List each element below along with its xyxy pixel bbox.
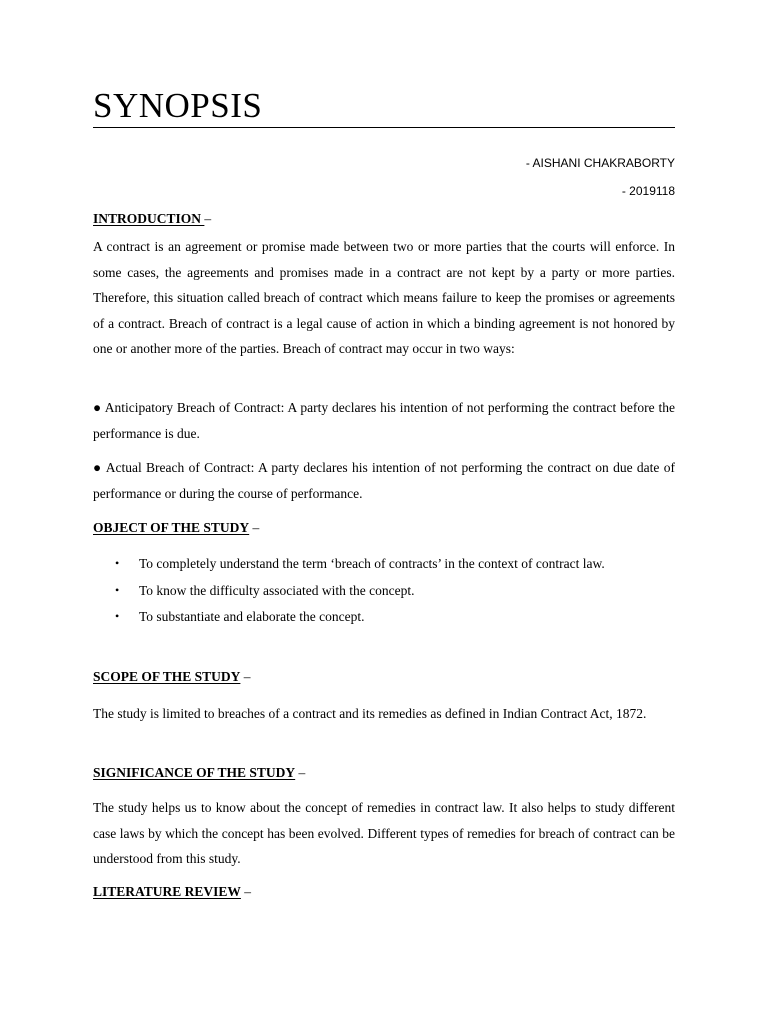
scope-paragraph: The study is limited to breaches of a contract and its remedies as defined in Indian Contract Act, 1872. bbox=[93, 706, 647, 721]
significance-heading-dash: – bbox=[295, 765, 306, 780]
significance-heading-label: SIGNIFICANCE OF THE STUDY bbox=[93, 765, 296, 780]
object-bullet-text: To know the difficulty associated with the concept. bbox=[139, 582, 415, 598]
object-bullet-item bbox=[93, 578, 675, 604]
significance-paragraph: The study helps us to know about the concept of remedies in contract law. It also helps to study different case laws by which the concept has been evolved. Different types of remedies for breach of contract can be understood from this study. bbox=[93, 800, 675, 866]
object-heading-label: OBJECT OF THE STUDY bbox=[93, 520, 250, 535]
introduction-heading-label: INTRODUCTION bbox=[93, 211, 205, 226]
object-bullet-list bbox=[93, 551, 675, 631]
bullet-marker: • bbox=[115, 556, 120, 570]
literature-review-heading bbox=[93, 883, 251, 901]
student-id-line: - 2019118 bbox=[621, 184, 675, 198]
introduction-paragraph: A contract is an agreement or promise made between two or more parties that the courts will enforce. In some cases, the agreements and promises made in a contract are not kept by a party or more parties. Therefore, this situation called breach of contract which means failure to keep the promises or agreements of a contract. Breach of contract is a legal cause of action in which a binding agreement is not honored by one or another more of the parties. Breach of contract may occur in two ways: bbox=[93, 239, 675, 356]
bullet-marker: • bbox=[115, 609, 120, 623]
object-heading-dash: – bbox=[249, 520, 260, 535]
object-bullet-text: To substantiate and elaborate the concept. bbox=[139, 609, 365, 624]
author-line: - AISHANI CHAKRABORTY bbox=[525, 156, 675, 170]
literature-heading-dash: – bbox=[240, 884, 252, 899]
scope-heading-label: SCOPE OF THE STUDY bbox=[93, 669, 241, 684]
introduction-heading bbox=[93, 210, 211, 228]
significance-of-study-heading bbox=[93, 764, 305, 782]
literature-heading-label: LITERATURE REVIEW bbox=[93, 884, 241, 899]
object-bullet-item bbox=[93, 604, 675, 630]
actual-breach-point: ● Actual Breach of Contract: A party declares his intention of not performing the contract on due date of performance or during the course of performance. bbox=[93, 460, 675, 501]
introduction-heading-dash: – bbox=[204, 211, 212, 226]
object-of-study-heading bbox=[93, 519, 259, 537]
scope-of-study-heading bbox=[93, 668, 251, 686]
title-underline-rule bbox=[93, 127, 675, 128]
bullet-marker: • bbox=[115, 582, 120, 597]
object-bullet-item bbox=[93, 551, 675, 577]
scope-heading-dash: – bbox=[240, 669, 251, 684]
anticipatory-breach-point: ● Anticipatory Breach of Contract: A party declares his intention of not performing the contract before the performance is due. bbox=[93, 400, 675, 441]
document-title: SYNOPSIS bbox=[93, 86, 263, 125]
object-bullet-text: To completely understand the term ‘breach of contracts’ in the context of contract law. bbox=[139, 556, 605, 571]
